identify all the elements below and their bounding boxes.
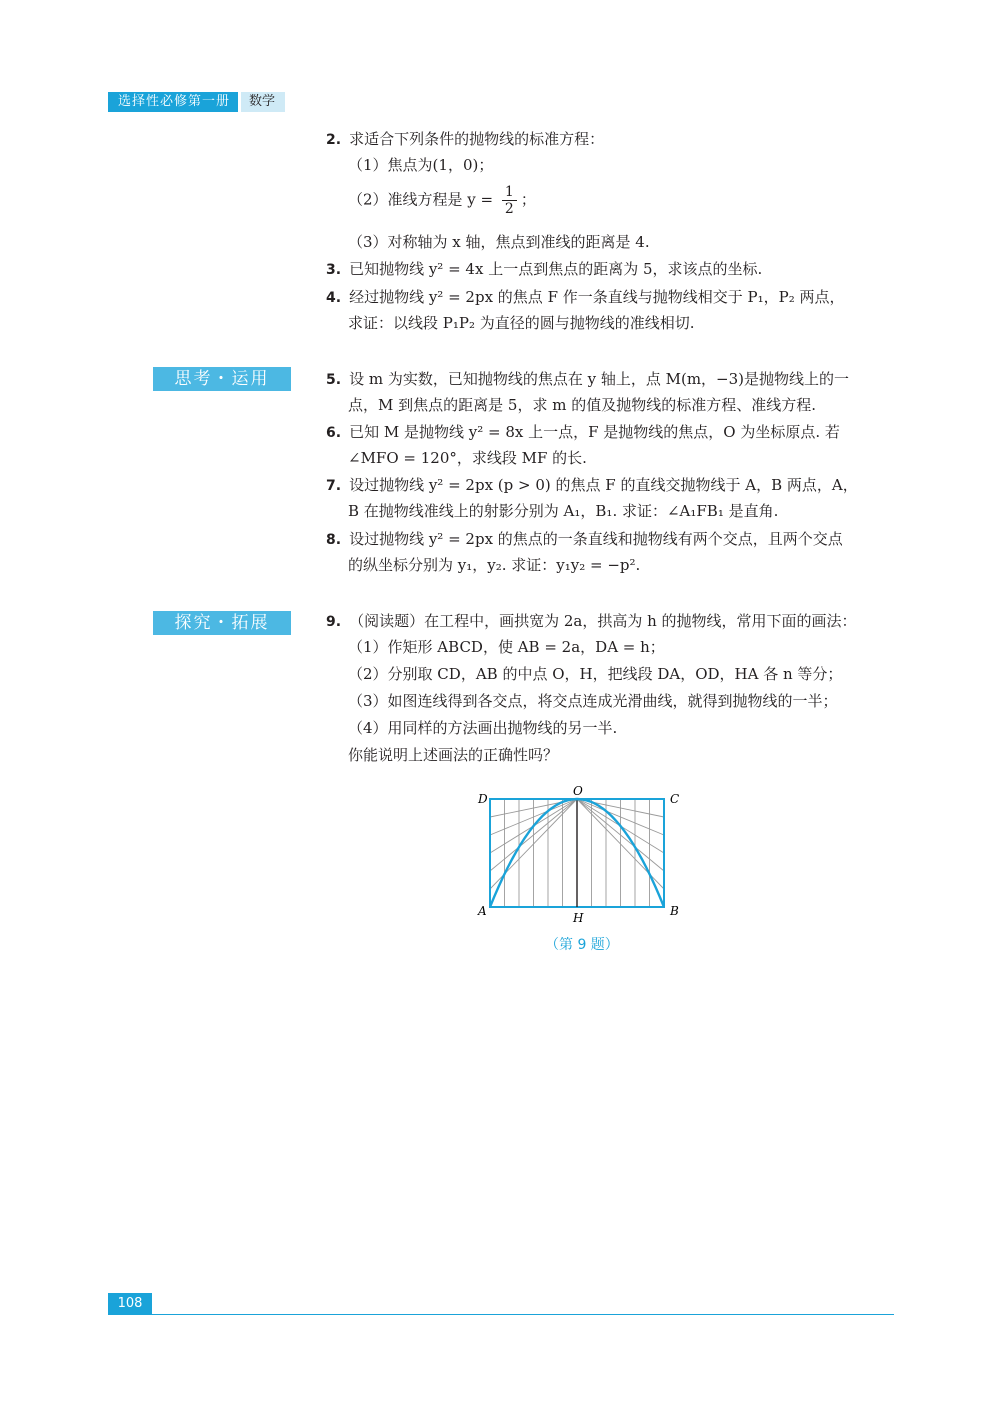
q2-part-2-text: （2）准线方程是 y = xyxy=(348,190,498,209)
label-c: C xyxy=(670,792,680,806)
question-number: 6. xyxy=(326,425,342,441)
page-number: 108 xyxy=(108,1293,152,1315)
question-6 xyxy=(326,419,896,446)
question-2 xyxy=(326,126,896,153)
question-3 xyxy=(326,256,896,283)
fraction-numerator: 1 xyxy=(502,184,517,201)
label-a: A xyxy=(478,904,487,918)
q2-part-2 xyxy=(348,184,536,217)
running-header xyxy=(108,92,285,112)
section-explore-extend: 探究・拓展 xyxy=(153,611,291,635)
question-8 xyxy=(326,526,896,553)
question-stem: 求适合下列条件的抛物线的标准方程： xyxy=(349,130,605,148)
label-b: B xyxy=(670,904,679,918)
q9-step-4: （4）用同样的方法画出抛物线的另一半. xyxy=(348,719,618,737)
section-think-apply: 思考・运用 xyxy=(153,367,291,391)
question-number: 2. xyxy=(326,132,342,148)
q8-line-2: 的纵坐标分别为 y₁，y₂. 求证：y₁y₂ = −p². xyxy=(348,556,641,574)
subject-label: 数学 xyxy=(241,92,285,112)
parabola-construction-figure xyxy=(470,782,700,927)
q9-step-2: （2）分别取 CD，AB 的中点 O，H，把线段 DA，OD，HA 各 n 等分； xyxy=(348,665,843,683)
question-5 xyxy=(326,366,896,393)
question-text: 设过抛物线 y² = 2px (p > 0) 的焦点 F 的直线交抛物线于 A，B 两点，A， xyxy=(349,476,858,494)
question-number: 4. xyxy=(326,290,342,306)
q9-step-3: （3）如图连线得到各交点，将交点连成光滑曲线，就得到抛物线的一半； xyxy=(348,692,838,710)
question-text: 设 m 为实数，已知抛物线的焦点在 y 轴上，点 M(m，−3)是抛物线上的一 xyxy=(349,370,850,388)
label-h: H xyxy=(573,911,584,925)
q5-line-2: 点，M 到焦点的距离是 5，求 m 的值及抛物线的标准方程、准线方程. xyxy=(348,396,816,414)
q9-step-1: （1）作矩形 ABCD，使 AB = 2a，DA = h； xyxy=(348,638,665,656)
q2-part-2-end: ； xyxy=(520,190,536,209)
book-title: 选择性必修第一册 xyxy=(108,92,238,112)
question-number: 5. xyxy=(326,372,342,388)
q9-question: 你能说明上述画法的正确性吗？ xyxy=(348,746,559,764)
label-d: D xyxy=(478,792,488,806)
q7-line-2: B 在抛物线准线上的射影分别为 A₁，B₁. 求证：∠A₁FB₁ 是直角. xyxy=(348,502,779,520)
fraction xyxy=(502,184,517,217)
question-number: 7. xyxy=(326,478,342,494)
question-number: 3. xyxy=(326,262,342,278)
label-o: O xyxy=(573,784,583,798)
q4-line-2: 求证：以线段 P₁P₂ 为直径的圆与抛物线的准线相切. xyxy=(348,314,695,332)
question-text: 已知 M 是抛物线 y² = 8x 上一点，F 是抛物线的焦点，O 为坐标原点. 若 xyxy=(349,423,840,441)
q6-line-2: ∠MFO = 120°，求线段 MF 的长. xyxy=(348,449,587,467)
question-text: 经过抛物线 y² = 2px 的焦点 F 作一条直线与抛物线相交于 P₁，P₂ 两点， xyxy=(349,288,845,306)
q2-part-1: （1）焦点为(1，0)； xyxy=(348,156,494,174)
question-7 xyxy=(326,472,896,499)
figure-caption: （第 9 题） xyxy=(545,937,619,953)
question-stem: （阅读题）在工程中，画拱宽为 2a，拱高为 h 的抛物线，常用下面的画法： xyxy=(349,612,857,630)
footer-rule xyxy=(152,1314,894,1315)
fraction-denominator: 2 xyxy=(504,201,514,217)
question-9 xyxy=(326,608,896,635)
question-number: 9. xyxy=(326,614,342,630)
question-number: 8. xyxy=(326,532,342,548)
question-text: 设过抛物线 y² = 2px 的焦点的一条直线和抛物线有两个交点，且两个交点 xyxy=(349,530,843,548)
question-text: 已知抛物线 y² = 4x 上一点到焦点的距离为 5，求该点的坐标. xyxy=(349,260,763,278)
q2-part-3: （3）对称轴为 x 轴，焦点到准线的距离是 4. xyxy=(348,233,650,251)
question-4 xyxy=(326,284,896,311)
